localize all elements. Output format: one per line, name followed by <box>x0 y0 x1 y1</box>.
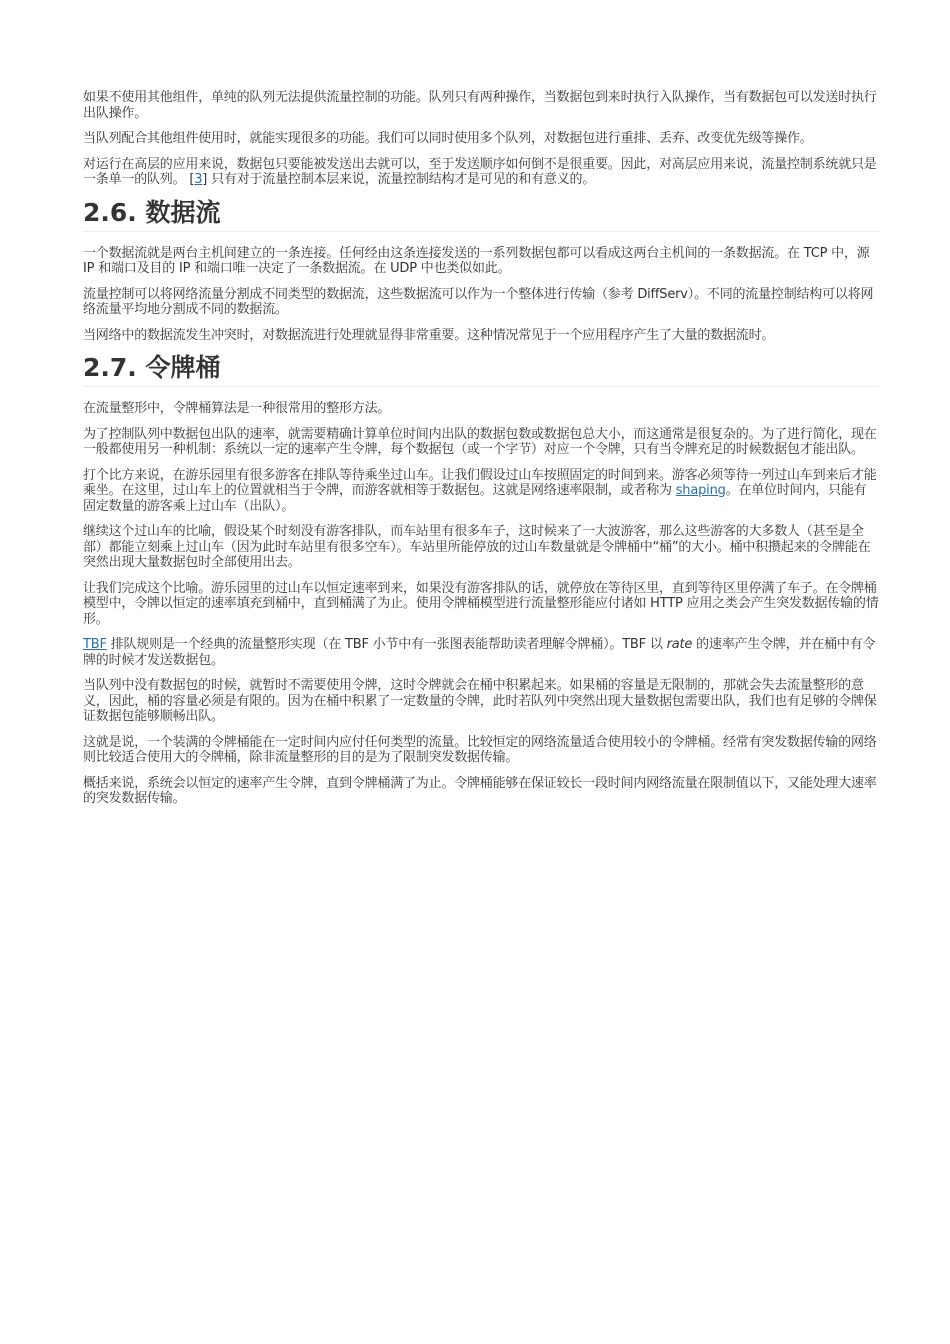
paragraph-token-accumulation: 当队列中没有数据包的时候，就暂时不需要使用令牌，这时令牌就会在桶中积累起来。如果桶的容量是无限制的，那就会失去流量整形的意义，因此，桶的容量必须是有限的。因为在桶中积累了一定数量的令牌，此时若队列中突然出现大量数据包需要出队，我们也有足够的令牌保证数据包能够顺畅出队。 <box>83 678 877 724</box>
paragraph-token-bucket-intro: 在流量整形中，令牌桶算法是一种很常用的整形方法。 <box>83 401 391 416</box>
rate-term: rate <box>666 637 693 652</box>
paragraph-bucket-sizing: 这就是说，一个装满的令牌桶能在一定时间内应付任何类型的流量。比较恒定的网络流量适合使用较小的令牌桶。经常有突发数据传输的网络则比较适合使用大的令牌桶，除非流量整形的目的是为了限制突发数据传输。 <box>83 734 877 765</box>
paragraph-flow-conflict: 当网络中的数据流发生冲突时，对数据流进行处理就显得非常重要。这种情况常见于一个应用程序产生了大量的数据流时。 <box>83 327 775 343</box>
paragraph-bucket-size: 继续这个过山车的比喻，假设某个时刻没有游客排队，而车站里有很多车子，这时候来了一大波游客，那么这些游客的大多数人（甚至是全部）都能立刻乘上过山车（因为此时车站里有很多空车）。车站里所能停放的过山车数量就是令牌桶中“桶”的大小。桶中积攒起来的令牌能在突然出现大量数据包时全部使用出去。 <box>83 524 871 570</box>
paragraph-analogy-complete: 让我们完成这个比喻。游乐园里的过山车以恒定速率到来，如果没有游客排队的话，就停放在等待区里，直到等待区里停满了车子。在令牌桶模型中，令牌以恒定的速率填充到桶中，直到桶满了为止。使用令牌桶模型进行流量整形能应付诸如 HTTP 应用之类会产生突发数据传输的情形。 <box>83 580 879 627</box>
tbf-link[interactable]: TBF <box>83 637 107 652</box>
paragraph-text: ] 只有对于流量控制本层来说，流量控制结构才是可见的和有意义的。 <box>202 172 596 187</box>
paragraph-summary: 概括来说，系统会以恒定的速率产生令牌，直到令牌桶满了为止。令牌桶能够在保证较长一段时间内网络流量在限制值以下，又能处理大速率的突发数据传输。 <box>83 775 877 806</box>
paragraph-text: 的速率产生令牌，并在桶中有令牌的时候才发送数据包。 <box>83 637 876 668</box>
paragraph-text: 。在单位时间内，只能有固定数量的游客乘上过山车（出队）。 <box>83 483 867 514</box>
shaping-link[interactable]: shaping <box>675 483 726 498</box>
paragraph-high-level-apps <box>83 157 879 188</box>
paragraph-queue-operations: 如果不使用其他组件，单纯的队列无法提供流量控制的功能。队列只有两种操作，当数据包到来时执行入队操作，当有数据包可以发送时执行出队操作。 <box>83 90 877 121</box>
paragraph-flow-classification: 流量控制可以将网络流量分割成不同类型的数据流，这些数据流可以作为一个整体进行传输（参考 DiffServ）。不同的流量控制结构可以将网络流量平均地分割成不同的数据流。 <box>83 286 874 317</box>
document-page <box>83 90 879 817</box>
paragraph-tbf <box>83 637 879 668</box>
paragraph-text: 对运行在高层的应用来说，数据包只要能被发送出去就可以，至于发送顺序如何倒不是很重要。因此，对高层应用来说，流量控制系统就只是一条单一的队列。 [ <box>83 156 877 187</box>
section-heading-data-flow: 2.6. 数据流 <box>83 198 879 232</box>
section-heading-token-bucket: 2.7. 令牌桶 <box>83 353 879 387</box>
paragraph-roller-coaster-analogy <box>83 468 879 515</box>
paragraph-text: 排队规则是一个经典的流量整形实现（在 TBF 小节中有一张图表能帮助读者理解令牌桶）。TBF 以 <box>106 637 667 652</box>
paragraph-flow-definition: 一个数据流就是两台主机间建立的一条连接。任何经由这条连接发送的一系列数据包都可以看成这两台主机间的一条数据流。在 TCP 中，源 IP 和端口及目的 IP 和端口唯一决定了一条数据流。在 UDP 中也类似如此。 <box>83 245 870 276</box>
paragraph-token-mechanism: 为了控制队列中数据包出队的速率，就需要精确计算单位时间内出队的数据包数或数据包总大小，而这通常是很复杂的。为了进行简化，现在一般都使用另一种机制：系统以一定的速率产生令牌，每个数据包（或一个字节）对应一个令牌，只有当令牌充足的时候数据包才能出队。 <box>83 426 877 457</box>
paragraph-queue-combined: 当队列配合其他组件使用时，就能实现很多的功能。我们可以同时使用多个队列，对数据包进行重排、丢弃、改变优先级等操作。 <box>83 131 813 146</box>
paragraph-text: 打个比方来说，在游乐园里有很多游客在排队等待乘坐过山车。让我们假设过山车按照固定的时间到来。游客必须等待一列过山车到来后才能乘坐。在这里，过山车上的位置就相当于令牌，而游客就相等于数据包。这就是网络速率限制，或者称为 <box>83 467 877 498</box>
reference-link-3[interactable]: 3 <box>194 172 203 187</box>
